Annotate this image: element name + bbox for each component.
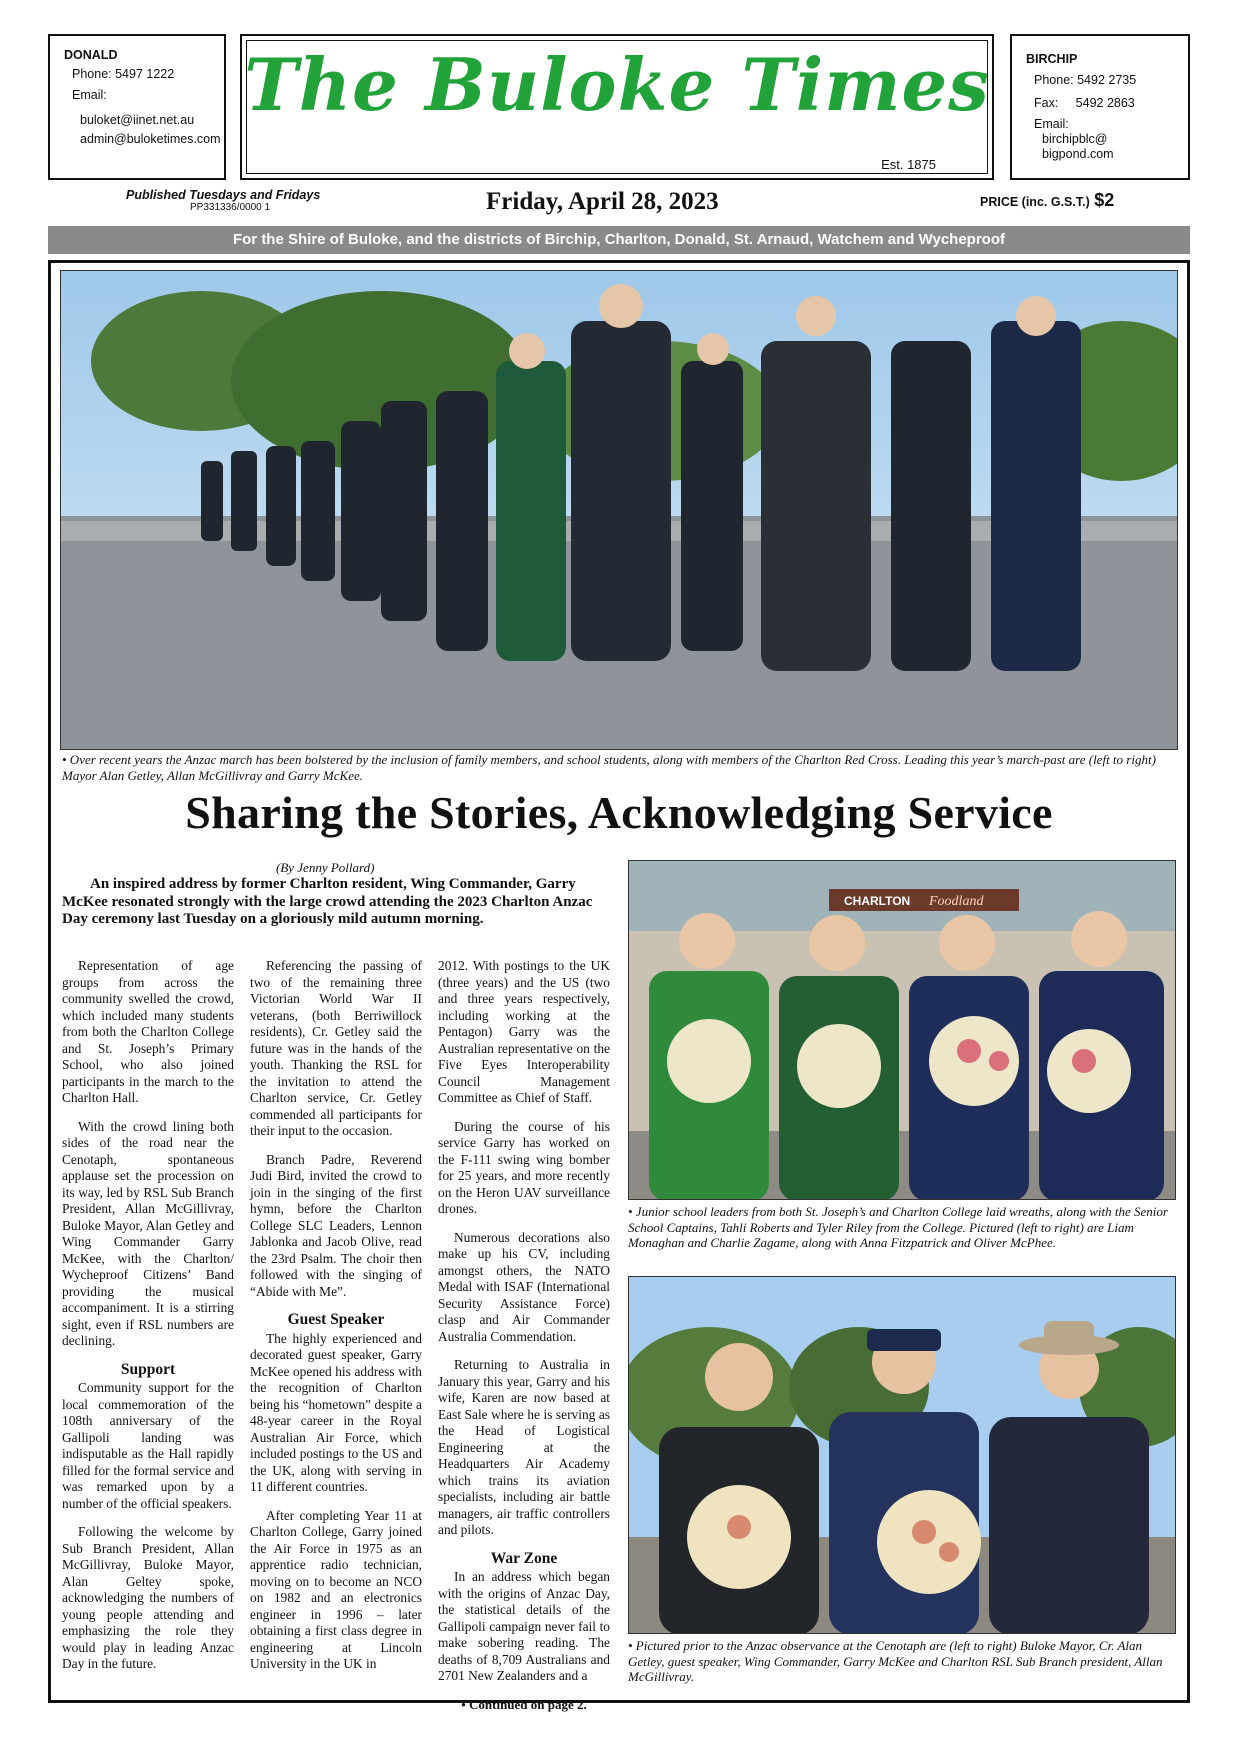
donald-email-1[interactable]: buloket@iinet.net.au — [80, 113, 195, 127]
col1-paragraph-1: Representation of age groups from across the community swelled the crowd, which included many students from both the Charlton College and St. Joseph’s Primary School, who also joined participants in the march to the Charlton Hall. — [62, 958, 234, 1105]
article-column-1 — [62, 958, 234, 1685]
col1-paragraph-3: Community support for the local commemoration of the 108th anniversary of the Gallipoli landing was indisputable as the Hall rapidly filled for the formal service and was remarked upon by a number of the official speakers. — [62, 1380, 234, 1511]
school-leaders-illustration — [629, 861, 1176, 1200]
col1-paragraph-2: With the crowd lining both sides of the road near the Cenotaph, spontaneous applause set the procession on its way, led by RSL Sub Branch President, Allan McGillivray, Buloke Mayor, Alan Getley and Wing Commander Garry McKee, with the Charlton/ Wycheproof Citizens’ Band providing the musical accompaniment. It is a stirring sight, even if RSL numbers are declining. — [62, 1118, 234, 1348]
cenotaph-dignitaries-photo — [628, 1276, 1176, 1634]
published-days: Published Tuesdays and Fridays — [126, 188, 321, 202]
cenotaph-caption: • Pictured prior to the Anzac observance at the Cenotaph are (left to right) Buloke Mayor, Cr. Alan Getley, guest speaker, Wing Commander, Garry McKee and Charlton RSL Sub Branch president, Allan McGillivray. — [628, 1638, 1163, 1684]
school-leaders-caption: • Junior school leaders from both St. Joseph’s and Charlton College laid wreaths, along with the Senior School Captains, Tahli Roberts and Tyler Riley from the College. Pictured (left to right) are Liam Monaghan and Charlie Zagame, along with Anna Fitzpatrick and Oliver McPhee. — [628, 1204, 1168, 1250]
col2-paragraph-1: Referencing the passing of two of the remaining three Victorian World War II veterans, (both Berriwillock residents), Cr. Getley said the future was in the hands of the youth. Thanking the RSL for the invitation to attend the Charlton service, Cr. Getley commended all participants for their input to the occasion. — [250, 958, 422, 1138]
donald-heading: DONALD — [64, 48, 118, 62]
masthead-title: The Buloke Times — [244, 42, 990, 127]
birchip-phone: Phone: 5492 2735 — [1034, 73, 1137, 87]
col2-paragraph-3: The highly experienced and decorated guest speaker, Garry McKee opened his address with the recognition of Charlton being his “hometown” despite a 48-year career in the Royal Australian Air Force, which included postings to the US and the UK, along with serving in 11 different countries. — [250, 1330, 422, 1494]
intro-paragraph: An inspired address by former Charlton resident, Wing Commander, Garry McKee resonated strongly with the large crowd attending the 2023 Charlton Anzac Day ceremony last Tuesday on a gloriously mild autumn morning. — [62, 876, 593, 927]
birchip-fax: Fax: 5492 2863 — [1034, 96, 1135, 110]
birchip-email-1[interactable]: birchipblc@ — [1042, 132, 1108, 146]
birchip-email-label: Email: — [1034, 117, 1069, 131]
col3-paragraph-4: Returning to Australia in January this year, Garry and his wife, Karen are now based at East Sale where he is serving as the Head of Logistical Engineering at the Headquarters Air Academy which trains its aviation specialists, including air battle managers, air traffic controllers and pilots. — [438, 1357, 610, 1537]
charlton-sign: CHARLTON — [844, 894, 911, 908]
price-label: PRICE (inc. G.S.T.) — [980, 195, 1090, 209]
donald-contact-box — [48, 34, 226, 180]
cenotaph-dignitaries-illustration — [629, 1277, 1176, 1634]
pp-number: PP331336/0000 1 — [190, 202, 271, 213]
donald-email-label: Email: — [72, 88, 107, 102]
main-photo-caption: • Over recent years the Anzac march has been bolstered by the inclusion of family members, and school students, along with members of the Charlton Red Cross. Leading this year’s march-past are (left to right) Mayor Alan Getley, Allan McGillivray and Garry McKee. — [62, 752, 1156, 783]
col3-subheading: War Zone — [490, 1549, 558, 1567]
col3-paragraph-2: During the course of his service Garry has worked on the F-111 swing wing bomber for 25 years, and more recently on the Heron UAV surveillance drones. — [438, 1118, 610, 1216]
col1-paragraph-4: Following the welcome by Sub Branch President, Allan McGillivray, Buloke Mayor, Alan Geltey spoke, acknowledging the numbers of young people attending and emphasizing the role they would play in leading Anzac Day in the future. — [62, 1524, 234, 1671]
price — [980, 190, 1114, 211]
donald-phone: Phone: 5497 1222 — [72, 67, 175, 81]
donald-email-2[interactable]: admin@buloketimes.com — [80, 132, 221, 146]
continued-on-page-2[interactable]: • Continued on page 2. — [461, 1696, 587, 1712]
headline: Sharing the Stories, Acknowledging Service — [185, 787, 1053, 838]
col2-subheading: Guest Speaker — [287, 1311, 385, 1328]
published-info — [126, 188, 320, 213]
foodland-sign: Foodland — [929, 894, 984, 909]
school-leaders-photo — [628, 860, 1176, 1200]
issue-date: Friday, April 28, 2023 — [486, 188, 719, 215]
col1-subheading: Support — [120, 1360, 176, 1378]
col3-paragraph-5: In an address which began with the origins of Anzac Day, the statistical details of the Gallipoli campaign never fail to make sobering reading. The deaths of 8,709 Australians and 2701 New Zealanders and a — [438, 1569, 610, 1683]
birchip-heading: BIRCHIP — [1026, 52, 1078, 66]
article-column-2 — [250, 958, 422, 1685]
col3-paragraph-3: Numerous decorations also make up his CV, including amongst others, the NATO Medal with ISAF (International Security Assistance Force) clasp and Air Commander Australia Commendation. — [438, 1229, 610, 1344]
birchip-email-2[interactable]: bigpond.com — [1042, 147, 1114, 161]
col3-paragraph-1: 2012. With postings to the UK (three years) and the US (two and three years respectively, including working at the Pentagon) Garry was the Australian representative on the Five Eyes Interoperability Council Management Committee as Chief of Staff. — [438, 958, 610, 1105]
col2-paragraph-4: After completing Year 11 at Charlton College, Garry joined the Air Force in 1975 as an apprentice radio technician, moving on to become an NCO on 1982 and an electronics engineer in 1996 – later obtaining a first class degree in engineering at Lincoln University in the UK in — [250, 1507, 422, 1671]
birchip-contact-box — [1010, 34, 1190, 180]
districts-strip: For the Shire of Buloke, and the districts of Birchip, Charlton, Donald, St. Arnaud, Watchem and Wycheproof — [48, 226, 1190, 254]
col2-paragraph-2: Branch Padre, Reverend Judi Bird, invited the crowd to join in the singing of the first hymn, before the Charlton College SLC Leaders, Lennon Jablonka and Jacob Olive, read the 23rd Psalm. The choir then followed with the singing of “Abide with Me”. — [250, 1151, 422, 1299]
byline: (By Jenny Pollard) — [276, 860, 375, 875]
anzac-march-photo — [60, 270, 1178, 750]
anzac-march-illustration — [61, 271, 1178, 750]
article-column-3 — [438, 958, 610, 1713]
price-value: $2 — [1094, 190, 1115, 210]
established-year: Est. 1875 — [881, 157, 936, 172]
masthead — [240, 34, 994, 180]
